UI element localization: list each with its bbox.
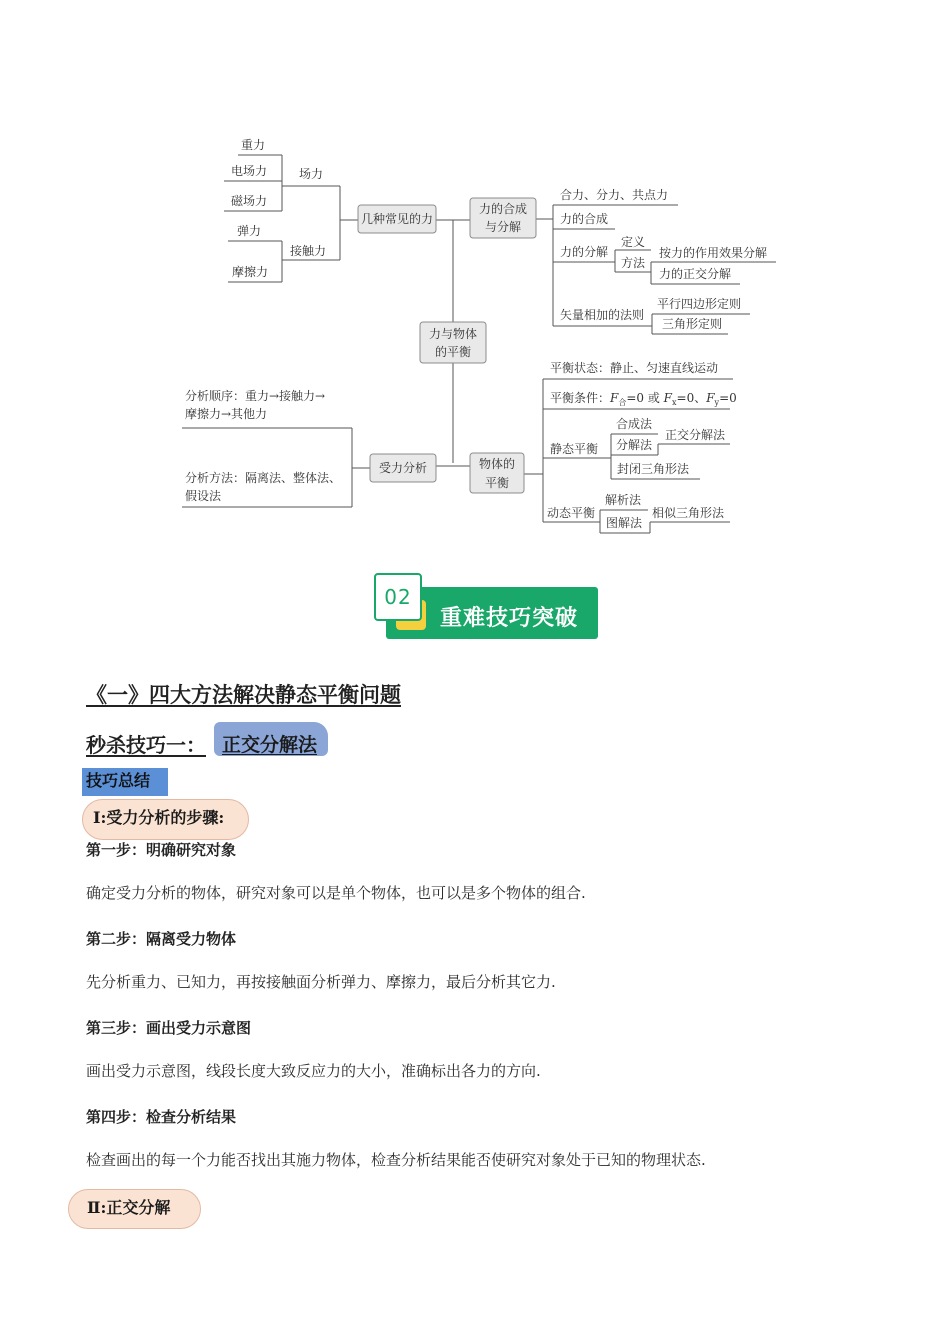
mindmap (0, 0, 950, 560)
mindmap-dynamic-item: 相似三角形法 (652, 506, 725, 520)
mindmap-contact-label: 接触力 (290, 244, 327, 258)
section-2-pill: Ⅱ:正交分解 (68, 1189, 201, 1229)
mindmap-contact-item: 摩擦力 (232, 265, 269, 279)
mindmap-field-label: 场力 (299, 167, 324, 181)
section-1-pill: Ⅰ:受力分析的步骤: (82, 799, 249, 840)
mindmap-composition-item: 合力、分力、共点力 (560, 188, 669, 202)
step-title: 第三步：画出受力示意图 (86, 1019, 252, 1037)
banner-number: 02 (374, 573, 422, 621)
mindmap-equilibrium-title-2: 平衡 (484, 476, 510, 490)
mindmap-static-item: 合成法 (616, 417, 653, 431)
mindmap-analysis-methods-1: 分析方法：隔离法、整体法、 (185, 471, 342, 485)
heading-2: 秒杀技巧一： (86, 733, 206, 757)
heading-1: 《一》四大方法解决静态平衡问题 (86, 682, 401, 707)
step-title: 第四步：检查分析结果 (86, 1108, 237, 1126)
mindmap-vector-item: 平行四边形定则 (657, 297, 742, 311)
mindmap-decomposition-label: 力的分解 (560, 245, 609, 259)
step-text: 检查画出的每一个力能否找出其施力物体，检查分析结果能否使研究对象处于已知的物理状态. (86, 1151, 706, 1169)
mindmap-composition-title-1: 力的合成 (478, 202, 528, 216)
mindmap-equilibrium-state: 平衡状态：静止、匀速直线运动 (550, 361, 719, 375)
mindmap-dynamic-label: 动态平衡 (547, 506, 596, 520)
step-title: 第一步：明确研究对象 (86, 841, 237, 859)
mindmap-vector-item: 三角形定则 (662, 317, 723, 331)
mindmap-analysis-title: 受力分析 (378, 461, 428, 475)
mindmap-field-item: 电场力 (231, 164, 268, 178)
mindmap-field-item: 磁场力 (231, 194, 268, 208)
tag-summary: 技巧总结 (82, 768, 168, 796)
mindmap-method-item: 力的正交分解 (659, 267, 732, 281)
mindmap-method-item: 按力的作用效果分解 (659, 246, 768, 260)
mindmap-vector-rule: 矢量相加的法则 (560, 308, 645, 322)
mindmap-center-line2: 的平衡 (434, 345, 472, 359)
step-text: 画出受力示意图，线段长度大致反应力的大小，准确标出各力的方向. (86, 1062, 541, 1080)
step-title: 第二步：隔离受力物体 (86, 930, 237, 948)
section-banner (374, 573, 598, 641)
mindmap-analysis-methods-2: 假设法 (185, 489, 222, 503)
mindmap-equilibrium-title-1: 物体的 (478, 457, 516, 471)
mindmap-decomp-definition: 定义 (621, 235, 646, 249)
mindmap-decomp-method: 方法 (621, 256, 646, 270)
step-text: 确定受力分析的物体，研究对象可以是单个物体，也可以是多个物体的组合. (86, 884, 586, 902)
mindmap-equilibrium-condition: 平衡条件：$F_合=0$ 或 $F_x=0$、$F_y=0$ (550, 391, 737, 407)
heading-2-tag-label: 正交分解法 (222, 734, 318, 756)
mindmap-dynamic-item: 解析法 (605, 493, 642, 507)
mindmap-dynamic-item: 图解法 (606, 516, 643, 530)
mindmap-analysis-order-1: 分析顺序：重力→接触力→ (185, 389, 326, 403)
mindmap-field-item: 重力 (241, 138, 266, 152)
mindmap-forces-title: 几种常见的力 (360, 212, 434, 226)
step-text: 先分析重力、已知力，再按接触面分析弹力、摩擦力，最后分析其它力. (86, 973, 556, 991)
mindmap-composition-item: 力的合成 (560, 212, 609, 226)
mindmap-contact-item: 弹力 (237, 224, 262, 238)
mindmap-static-item: 封闭三角形法 (617, 462, 690, 476)
mindmap-static-label: 静态平衡 (550, 442, 599, 456)
banner-label: 重难技巧突破 (440, 606, 579, 631)
mindmap-static-item: 分解法 (616, 438, 653, 452)
mindmap-center-line1: 力与物体 (428, 327, 478, 341)
mindmap-static-item: 正交分解法 (665, 428, 726, 442)
mindmap-analysis-order-2: 摩擦力→其他力 (185, 407, 268, 421)
heading-2-tag (214, 722, 328, 756)
mindmap-composition-title-2: 与分解 (484, 220, 522, 234)
